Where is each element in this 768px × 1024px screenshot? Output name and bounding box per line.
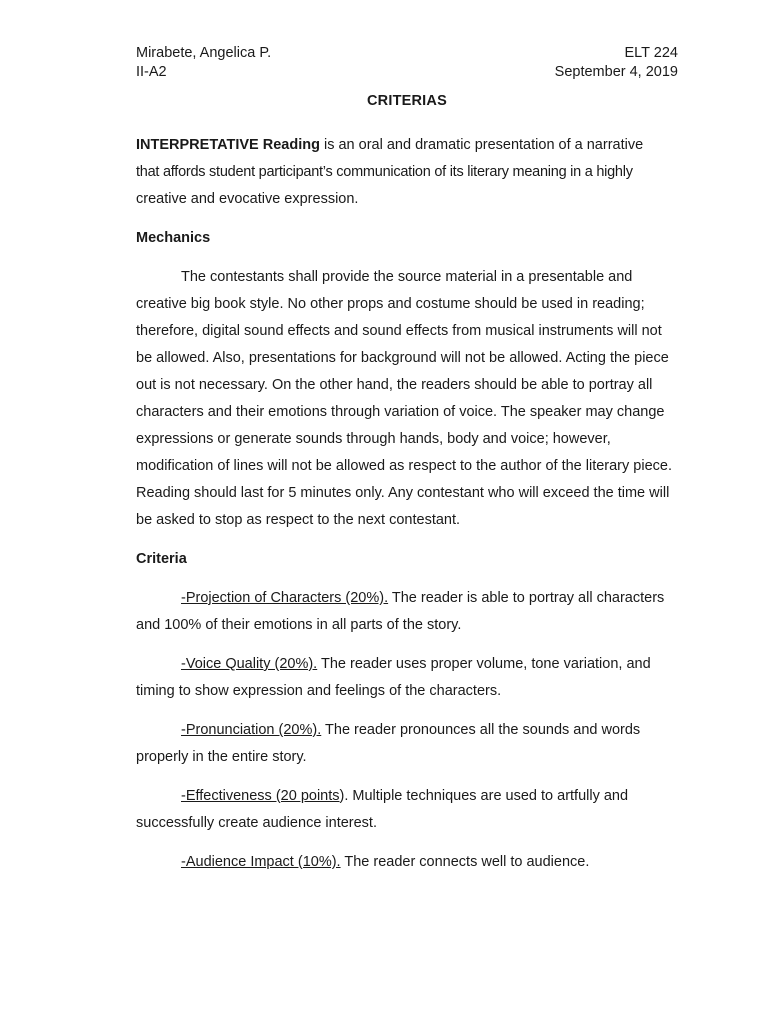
criterion-text: The reader is able to portray all characters and 100% of their emotions in all parts of the story. [136,590,665,633]
criterion-label: -Voice Quality (20%). [181,656,318,672]
section-code: II-A2 [136,64,167,80]
criterion-label: -Projection of Characters (20%). [181,590,389,606]
criterion-text: The reader pronounces all the sounds and words properly in the entire story. [136,722,641,765]
header-row-1 [136,44,678,63]
criterion-label: -Effectiveness (20 points [181,788,340,804]
criterion-item [136,651,678,705]
criterion-item [136,849,678,876]
intro-line3: creative and evocative expression. [136,191,359,207]
criterion-text: The reader uses proper volume, tone variation, and timing to show expression and feelings of the characters. [136,656,651,699]
criterion-label: -Audience Impact (10%). [181,854,341,870]
criterion-text: The reader connects well to audience. [340,854,590,870]
intro-line1-rest: is an oral and dramatic presentation of a narrative [319,137,644,153]
criteria-heading: Criteria [136,551,187,567]
document-date: September 4, 2019 [554,64,678,80]
criterion-text: ). Multiple techniques are used to artfully and successfully create audience interest. [136,788,629,831]
intro-paragraph [136,132,678,213]
criterion-item [136,717,678,771]
header-row-2 [136,63,678,82]
intro-line2: that affords student participant’s communication of its literary meaning in a highly [136,164,633,180]
course-code: ELT 224 [624,45,678,61]
author-name: Mirabete, Angelica P. [136,45,272,61]
criterion-item [136,585,678,639]
criterion-item [136,783,678,837]
intro-lead-term: INTERPRETATIVE Reading [136,137,320,153]
mechanics-heading: Mechanics [136,230,211,246]
mechanics-body: The contestants shall provide the source material in a presentable and creative big book style. No other props and costume should be used in reading; therefore, digital sound effects and sound effects from musical instruments will not be allowed. Also, presentations for background will not be allowed. Acting the piece out is not necessary. On the other hand, the readers should be able to portray all characters and their emotions through variation of voice. The speaker may change expressions or generate sounds through hands, body and voice; however, modification of lines will not be allowed as respect to the author of the literary piece. Reading should last for 5 minutes only. Any contestant who will exceed the time will be asked to stop as respect to the next contestant. [136,269,672,528]
document-title: CRITERIAS [367,93,447,109]
document-page [136,44,678,876]
criterion-label: -Pronunciation (20%). [181,722,322,738]
